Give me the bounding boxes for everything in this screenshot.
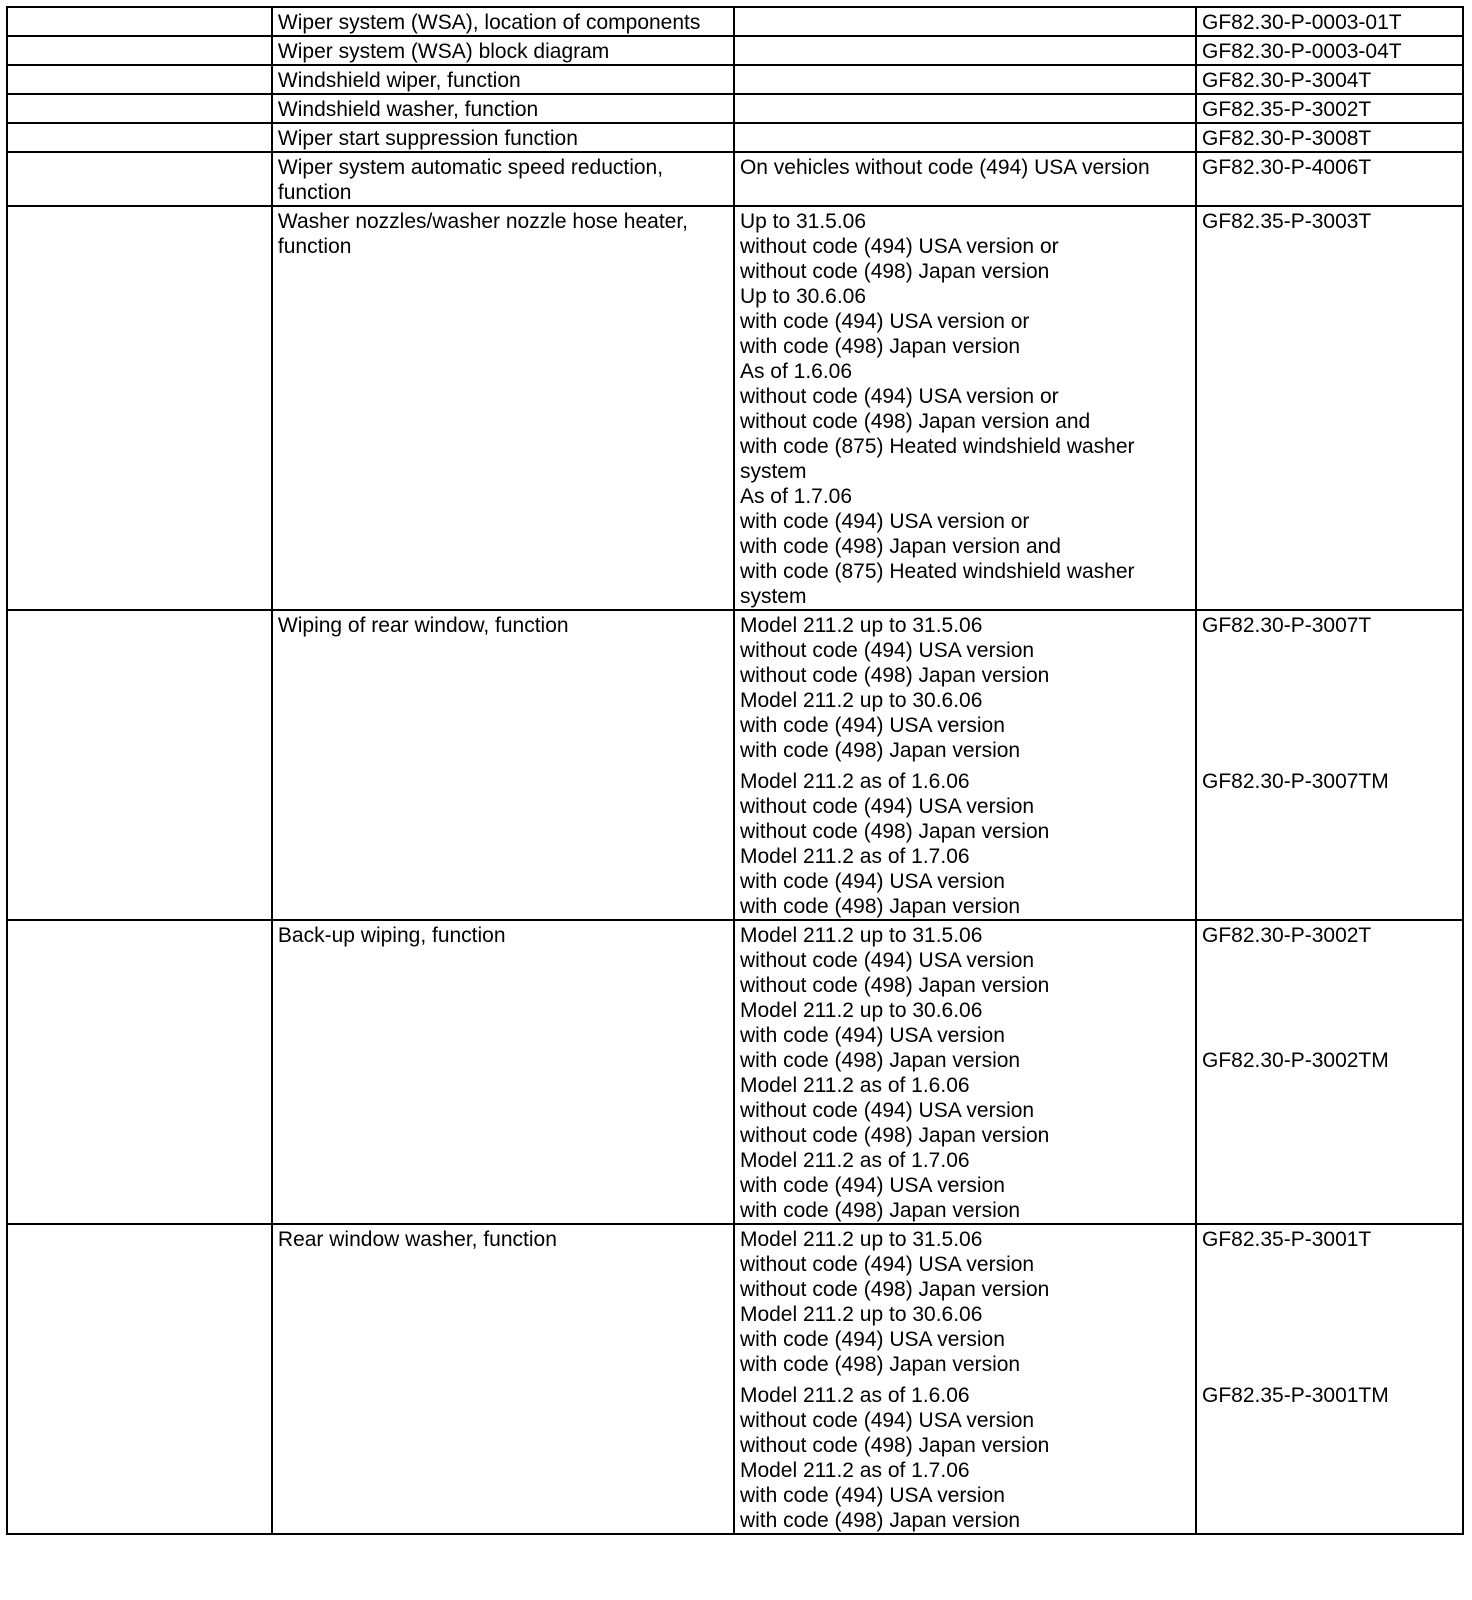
document-cell [1196,65,1463,94]
condition-line: without code (498) Japan version and [739,410,1091,433]
blank-cell [7,65,272,94]
spacer [1202,1252,1457,1383]
condition-line: with code (498) Japan version [739,1049,1021,1072]
condition-line: with code (494) USA version [739,1024,1005,1047]
document-cell [1196,610,1463,920]
condition-line: On vehicles without code (494) USA version [739,156,1150,179]
condition-line: Model 211.2 as of 1.6.06 [739,770,970,793]
document-reference[interactable]: GF82.35-P-3001TM [1202,1384,1389,1407]
condition-line: with code (494) USA version or [739,510,1030,533]
document-cell [1196,7,1463,36]
topic-cell: Wiping of rear window, function [272,610,734,920]
condition-line: without code (494) USA version [739,949,1035,972]
document-cell [1196,206,1463,610]
table-row [7,94,1463,123]
topic-cell: Washer nozzles/washer nozzle hose heater, function [272,206,734,610]
topic-cell: Windshield wiper, function [272,65,734,94]
document-reference[interactable]: GF82.30-P-0003-04T [1202,40,1402,63]
document-cell [1196,94,1463,123]
document-cell [1196,36,1463,65]
conditions-cell [734,610,1196,920]
blank-cell [7,610,272,920]
table-row [7,7,1463,36]
topic-cell: Wiper start suppression function [272,123,734,152]
table-row [7,920,1463,1224]
blank-cell [7,94,272,123]
conditions-cell [734,206,1196,610]
table-row [7,152,1463,206]
condition-line: without code (494) USA version [739,639,1035,662]
document-reference[interactable]: GF82.30-P-0003-01T [1202,11,1402,34]
condition-line: with code (494) USA version [739,870,1005,893]
blank-cell [7,152,272,206]
document-reference[interactable]: GF82.35-P-3003T [1202,210,1372,233]
condition-line: with code (494) USA version or [739,310,1030,333]
condition-line: without code (498) Japan version [739,820,1050,843]
document-cell [1196,920,1463,1224]
condition-line: As of 1.6.06 [739,360,853,383]
condition-line: system [739,585,807,608]
condition-line: with code (875) Heated windshield washer [739,435,1135,458]
condition-line: with code (498) Japan version [739,1199,1021,1222]
condition-line: without code (494) USA version [739,1099,1035,1122]
condition-line: without code (498) Japan version [739,1278,1050,1301]
blank-cell [7,206,272,610]
condition-line: with code (498) Japan version [739,335,1021,358]
condition-line: Model 211.2 as of 1.7.06 [739,845,970,868]
condition-line: without code (494) USA version [739,795,1035,818]
condition-line: without code (498) Japan version [739,974,1050,997]
document-reference[interactable]: GF82.30-P-3002TM [1202,1049,1389,1072]
conditions-cell [734,1224,1196,1534]
topic-cell: Back-up wiping, function [272,920,734,1224]
document-reference[interactable]: GF82.30-P-4006T [1202,156,1372,179]
condition-line: Model 211.2 up to 30.6.06 [739,689,983,712]
condition-line: Up to 31.5.06 [739,210,867,233]
condition-line: As of 1.7.06 [739,485,853,508]
condition-line: Model 211.2 up to 31.5.06 [739,924,983,947]
conditions-cell [734,152,1196,206]
table-row [7,123,1463,152]
table-row [7,65,1463,94]
condition-line: Model 211.2 up to 30.6.06 [739,1303,983,1326]
spacer [1202,638,1457,769]
blank-cell [7,36,272,65]
document-reference[interactable]: GF82.30-P-3008T [1202,127,1372,150]
topic-cell: Windshield washer, function [272,94,734,123]
condition-line: without code (498) Japan version [739,1434,1050,1457]
conditions-cell [734,94,1196,123]
topic-cell: Wiper system automatic speed reduction, function [272,152,734,206]
condition-line: with code (498) Japan version [739,739,1021,762]
condition-line: Model 211.2 up to 31.5.06 [739,614,983,637]
spacer [1202,948,1457,1048]
document-reference[interactable]: GF82.30-P-3004T [1202,69,1372,92]
conditions-cell [734,123,1196,152]
conditions-cell [734,7,1196,36]
topic-cell: Wiper system (WSA) block diagram [272,36,734,65]
blank-cell [7,123,272,152]
condition-line: system [739,460,807,483]
topic-cell: Rear window washer, function [272,1224,734,1534]
condition-line: with code (875) Heated windshield washer [739,560,1135,583]
condition-line: with code (498) Japan version [739,1509,1021,1532]
condition-line: Model 211.2 as of 1.7.06 [739,1459,970,1482]
table-row [7,206,1463,610]
document-reference[interactable]: GF82.30-P-3002T [1202,924,1372,947]
condition-line: with code (494) USA version [739,1328,1005,1351]
table-row [7,610,1463,920]
condition-line: with code (498) Japan version [739,1353,1021,1376]
table-body [7,7,1463,1534]
blank-cell [7,1224,272,1534]
condition-line: with code (498) Japan version [739,895,1021,918]
condition-line: Model 211.2 up to 31.5.06 [739,1228,983,1251]
condition-line: without code (494) USA version [739,1253,1035,1276]
conditions-cell [734,36,1196,65]
condition-line: with code (494) USA version [739,1484,1005,1507]
condition-line: without code (494) USA version [739,1409,1035,1432]
document-reference[interactable]: GF82.30-P-3007T [1202,614,1372,637]
document-cell [1196,123,1463,152]
condition-line: without code (498) Japan version [739,260,1050,283]
document-cell [1196,1224,1463,1534]
document-table [6,6,1464,1535]
condition-line: with code (498) Japan version and [739,535,1061,558]
condition-line: without code (494) USA version or [739,235,1059,258]
document-reference[interactable]: GF82.35-P-3001T [1202,1228,1372,1251]
topic-cell: Wiper system (WSA), location of components [272,7,734,36]
blank-cell [7,920,272,1224]
condition-line: with code (494) USA version [739,1174,1005,1197]
blank-cell [7,7,272,36]
table-row [7,1224,1463,1534]
condition-line: Model 211.2 up to 30.6.06 [739,999,983,1022]
condition-line: without code (498) Japan version [739,664,1050,687]
condition-line: Model 211.2 as of 1.6.06 [739,1384,970,1407]
conditions-cell [734,920,1196,1224]
condition-line: with code (494) USA version [739,714,1005,737]
condition-line: without code (494) USA version or [739,385,1059,408]
condition-line: Model 211.2 as of 1.6.06 [739,1074,970,1097]
condition-line: without code (498) Japan version [739,1124,1050,1147]
document-reference[interactable]: GF82.30-P-3007TM [1202,770,1389,793]
document-cell [1196,152,1463,206]
conditions-cell [734,65,1196,94]
condition-line: Up to 30.6.06 [739,285,867,308]
table-row [7,36,1463,65]
condition-line: Model 211.2 as of 1.7.06 [739,1149,970,1172]
document-reference[interactable]: GF82.35-P-3002T [1202,98,1372,121]
